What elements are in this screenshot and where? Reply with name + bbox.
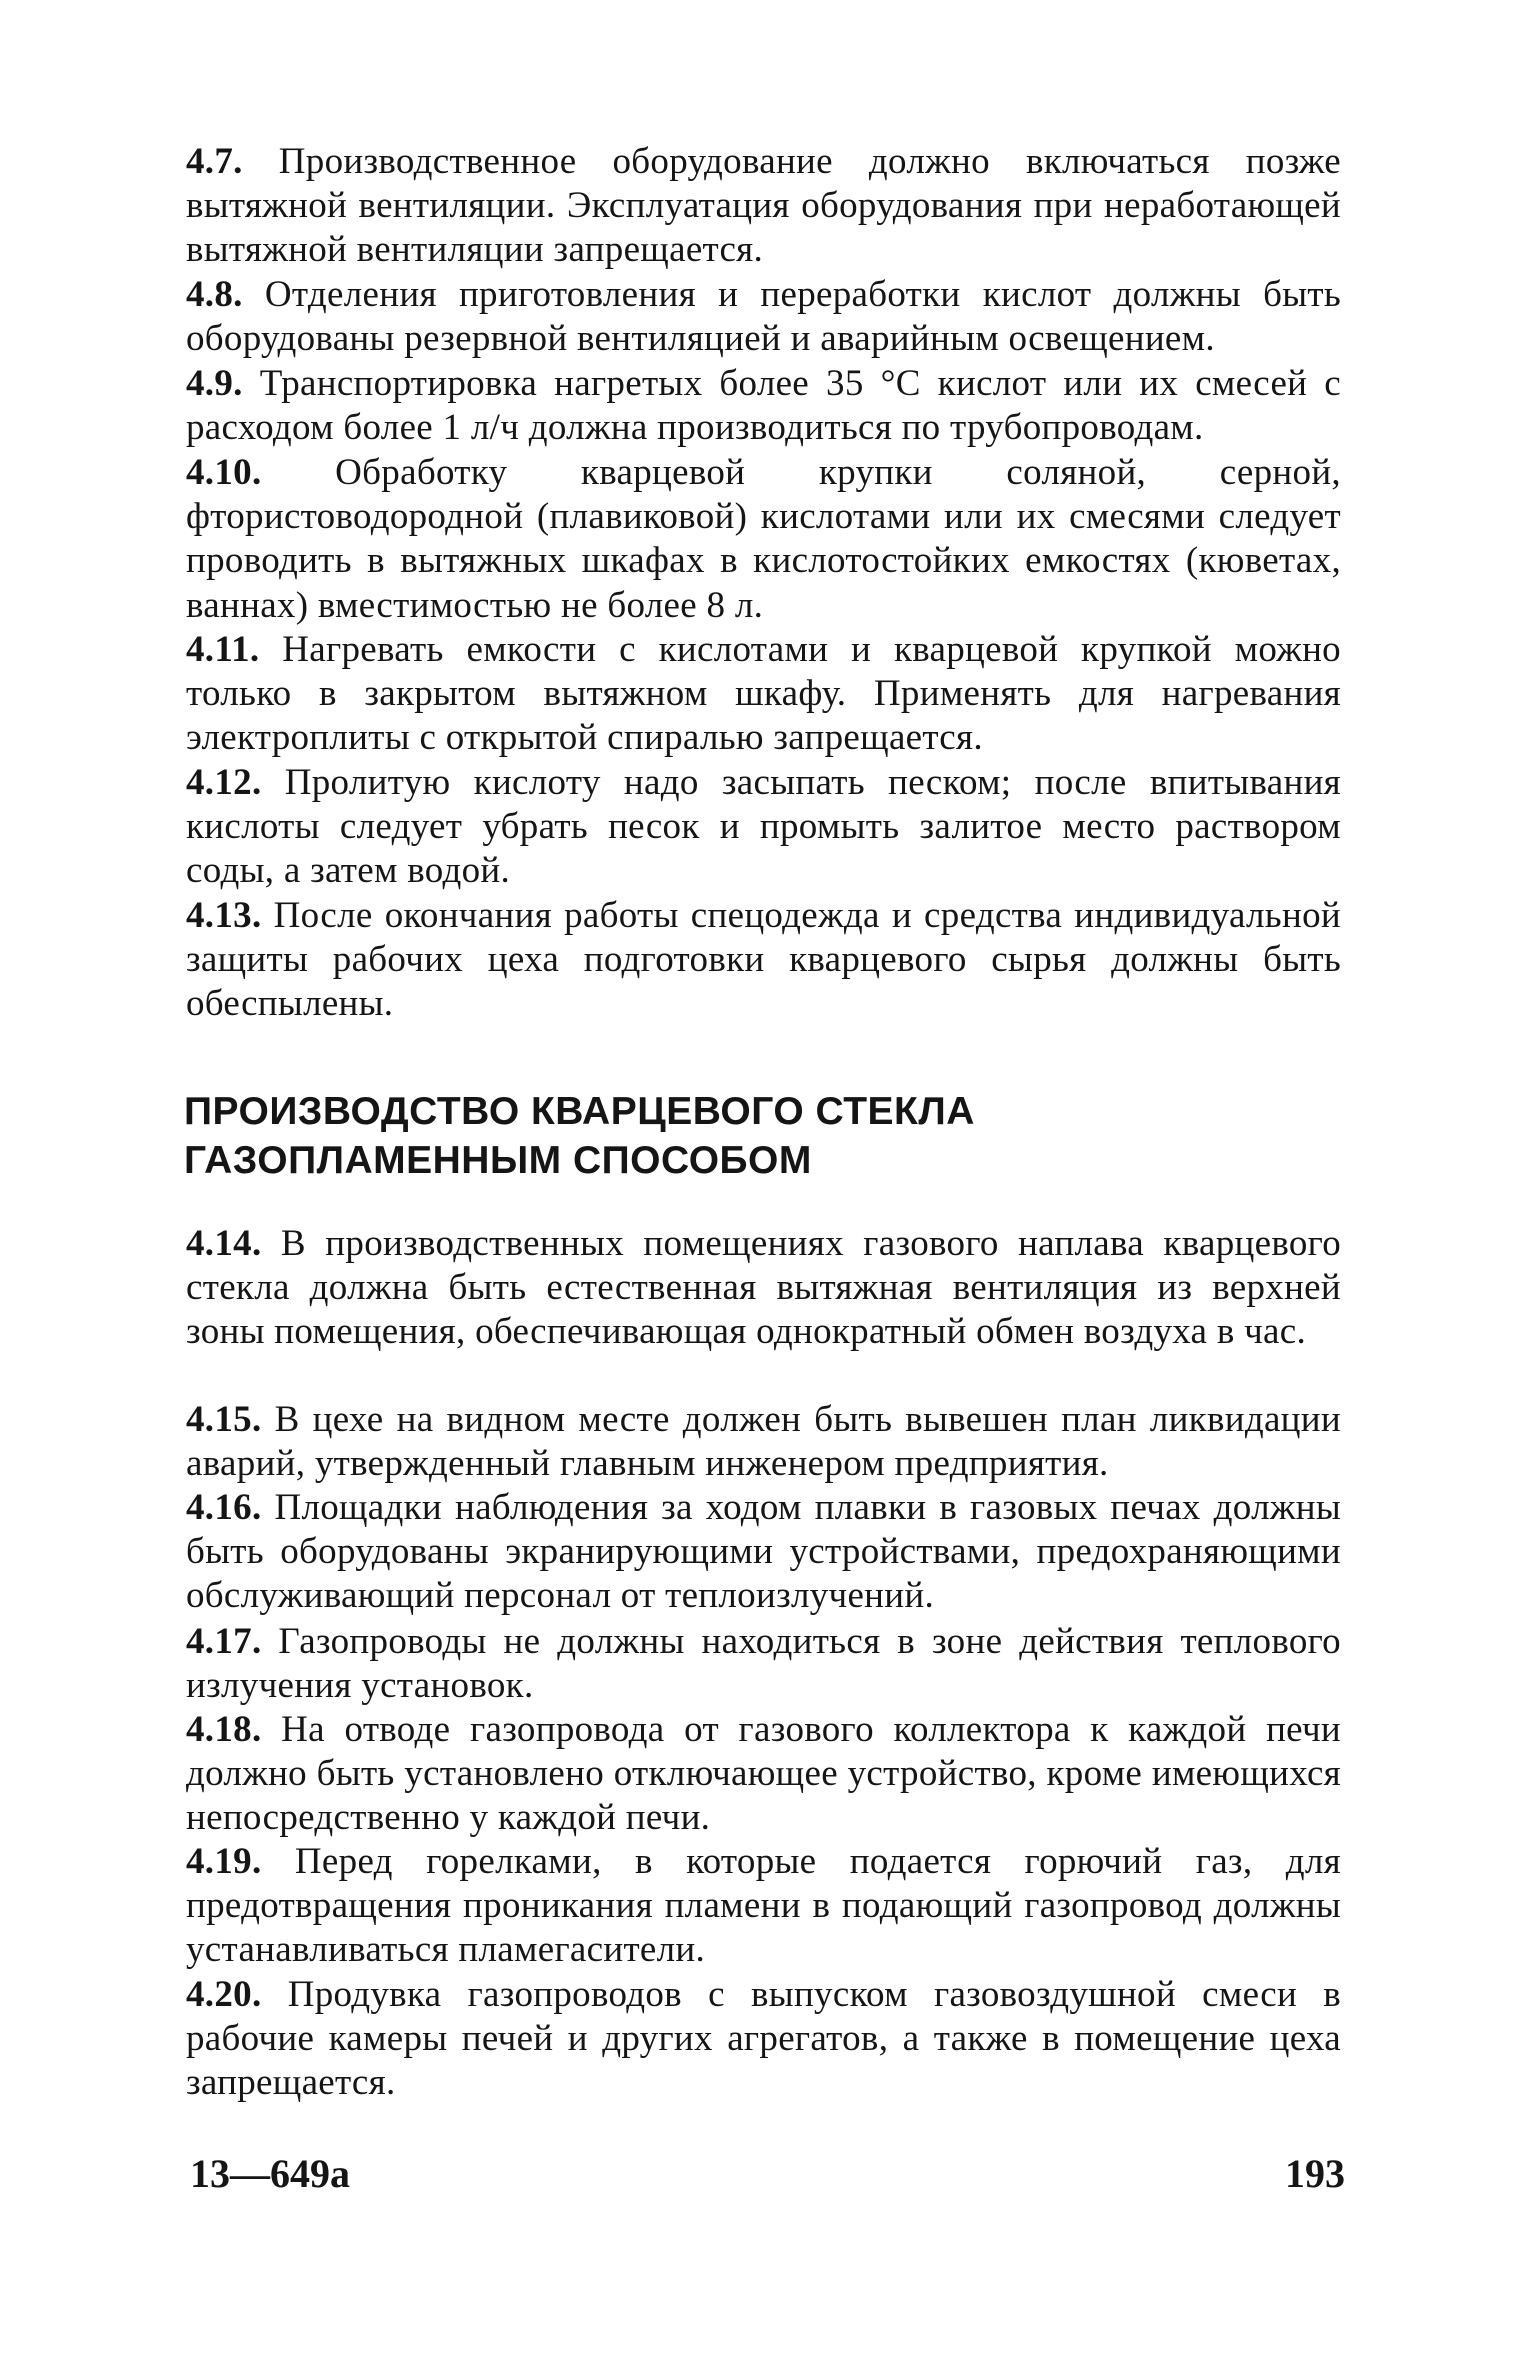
paragraph-4-11 [186, 628, 1341, 761]
paragraph-text: Обработку кварцевой крупки соляной, серной, фтористоводородной (плавиковой) кислотами или их смесями следует проводить в вытяжных шкафах в кислотостойких емкостях (кюветах, ваннах) вместимостью не более 8 л. [186, 452, 1341, 626]
paragraph-text: Отделения приготовления и переработки кислот должны быть оборудованы резервной вентиляцией и аварийным освещением. [186, 274, 1341, 360]
paragraph-number: 4.14. [186, 1223, 262, 1264]
paragraph-text: Транспортировка нагретых более 35 °С кислот или их смесей с расходом более 1 л/ч должна производиться по трубопроводам. [186, 363, 1341, 449]
page-number: 193 [1285, 2151, 1345, 2196]
paragraph-text: На отводе газопровода от газового коллектора к каждой печи должно быть установлено отключающее устройство, кроме имеющихся непосредственно у каждой печи. [186, 1709, 1341, 1839]
paragraph-text: Продувка газопроводов с выпуском газовоздушной смеси в рабочие камеры печей и других агрегатов, а также в помещение цеха запрещается. [186, 1974, 1341, 2104]
page-footer [190, 2150, 1345, 2198]
paragraph-4-7 [186, 140, 1341, 273]
paragraph-4-12 [186, 761, 1341, 894]
paragraph-number: 4.16. [186, 1487, 262, 1528]
paragraph-number: 4.11. [186, 629, 260, 670]
paragraph-number: 4.8. [186, 274, 243, 315]
paragraph-number: 4.20. [186, 1974, 262, 2015]
paragraph-4-10 [186, 451, 1341, 628]
paragraph-4-16 [186, 1486, 1341, 1619]
paragraph-4-14 [186, 1222, 1341, 1355]
paragraph-number: 4.12. [186, 762, 262, 803]
paragraph-number: 4.17. [186, 1621, 262, 1662]
paragraph-4-8 [186, 273, 1341, 361]
signature-mark: 13—649а [190, 2151, 350, 2196]
paragraph-number: 4.15. [186, 1399, 262, 1440]
paragraph-4-9 [186, 362, 1341, 450]
paragraph-number: 4.18. [186, 1709, 262, 1750]
paragraph-4-19 [186, 1840, 1341, 1973]
paragraph-number: 4.9. [186, 363, 243, 404]
paragraph-text: Газопроводы не должны находиться в зоне действия теплового излучения установок. [186, 1621, 1341, 1707]
paragraph-4-13 [186, 894, 1341, 1027]
section-heading-line-1: ПРОИЗВОДСТВО КВАРЦЕВОГО СТЕКЛА [184, 1090, 975, 1133]
paragraph-number: 4.7. [186, 141, 243, 182]
paragraph-4-20 [186, 1973, 1341, 2106]
section-heading-line-2: ГАЗОПЛАМЕННЫМ СПОСОБОМ [184, 1139, 812, 1182]
paragraph-number: 4.10. [186, 452, 262, 493]
paragraph-4-17 [186, 1620, 1341, 1708]
paragraph-text: В цехе на видном месте должен быть вывешен план ликвидации аварий, утвержденный главным инженером предприятия. [186, 1399, 1341, 1485]
paragraph-text: Перед горелками, в которые подается горючий газ, для предотвращения проникания пламени в подающий газопровод должны устанавливаться пламегасители. [186, 1841, 1341, 1971]
paragraph-4-18 [186, 1708, 1341, 1841]
paragraph-text: Нагревать емкости с кислотами и кварцевой крупкой можно только в закрытом вытяжном шкафу. Применять для нагревания электроплиты с открытой спиралью запрещается. [186, 629, 1341, 759]
paragraph-text: Производственное оборудование должно включаться позже вытяжной вентиляции. Эксплуатация оборудования при неработающей вытяжной вентиляции запрещается. [186, 141, 1341, 271]
paragraph-text: В производственных помещениях газового наплава кварцевого стекла должна быть естественная вытяжная вентиляция из верхней зоны помещения, обеспечивающая однократный обмен воздуха в час. [186, 1223, 1341, 1353]
paragraph-text: Пролитую кислоту надо засыпать песком; после впитывания кислоты следует убрать песок и промыть залитое место раствором соды, а затем водой. [186, 762, 1341, 892]
paragraph-4-15 [186, 1398, 1341, 1486]
paragraph-text: Площадки наблюдения за ходом плавки в газовых печах должны быть оборудованы экранирующими устройствами, предохраняющими обслуживающий персонал от теплоизлучений. [186, 1487, 1341, 1617]
paragraph-number: 4.13. [186, 895, 262, 936]
section-heading [184, 1087, 1339, 1185]
paragraph-text: После окончания работы спецодежда и средства индивидуальной защиты рабочих цеха подготовки кварцевого сырья должны быть обеспылены. [186, 895, 1341, 1025]
paragraph-number: 4.19. [186, 1841, 262, 1882]
